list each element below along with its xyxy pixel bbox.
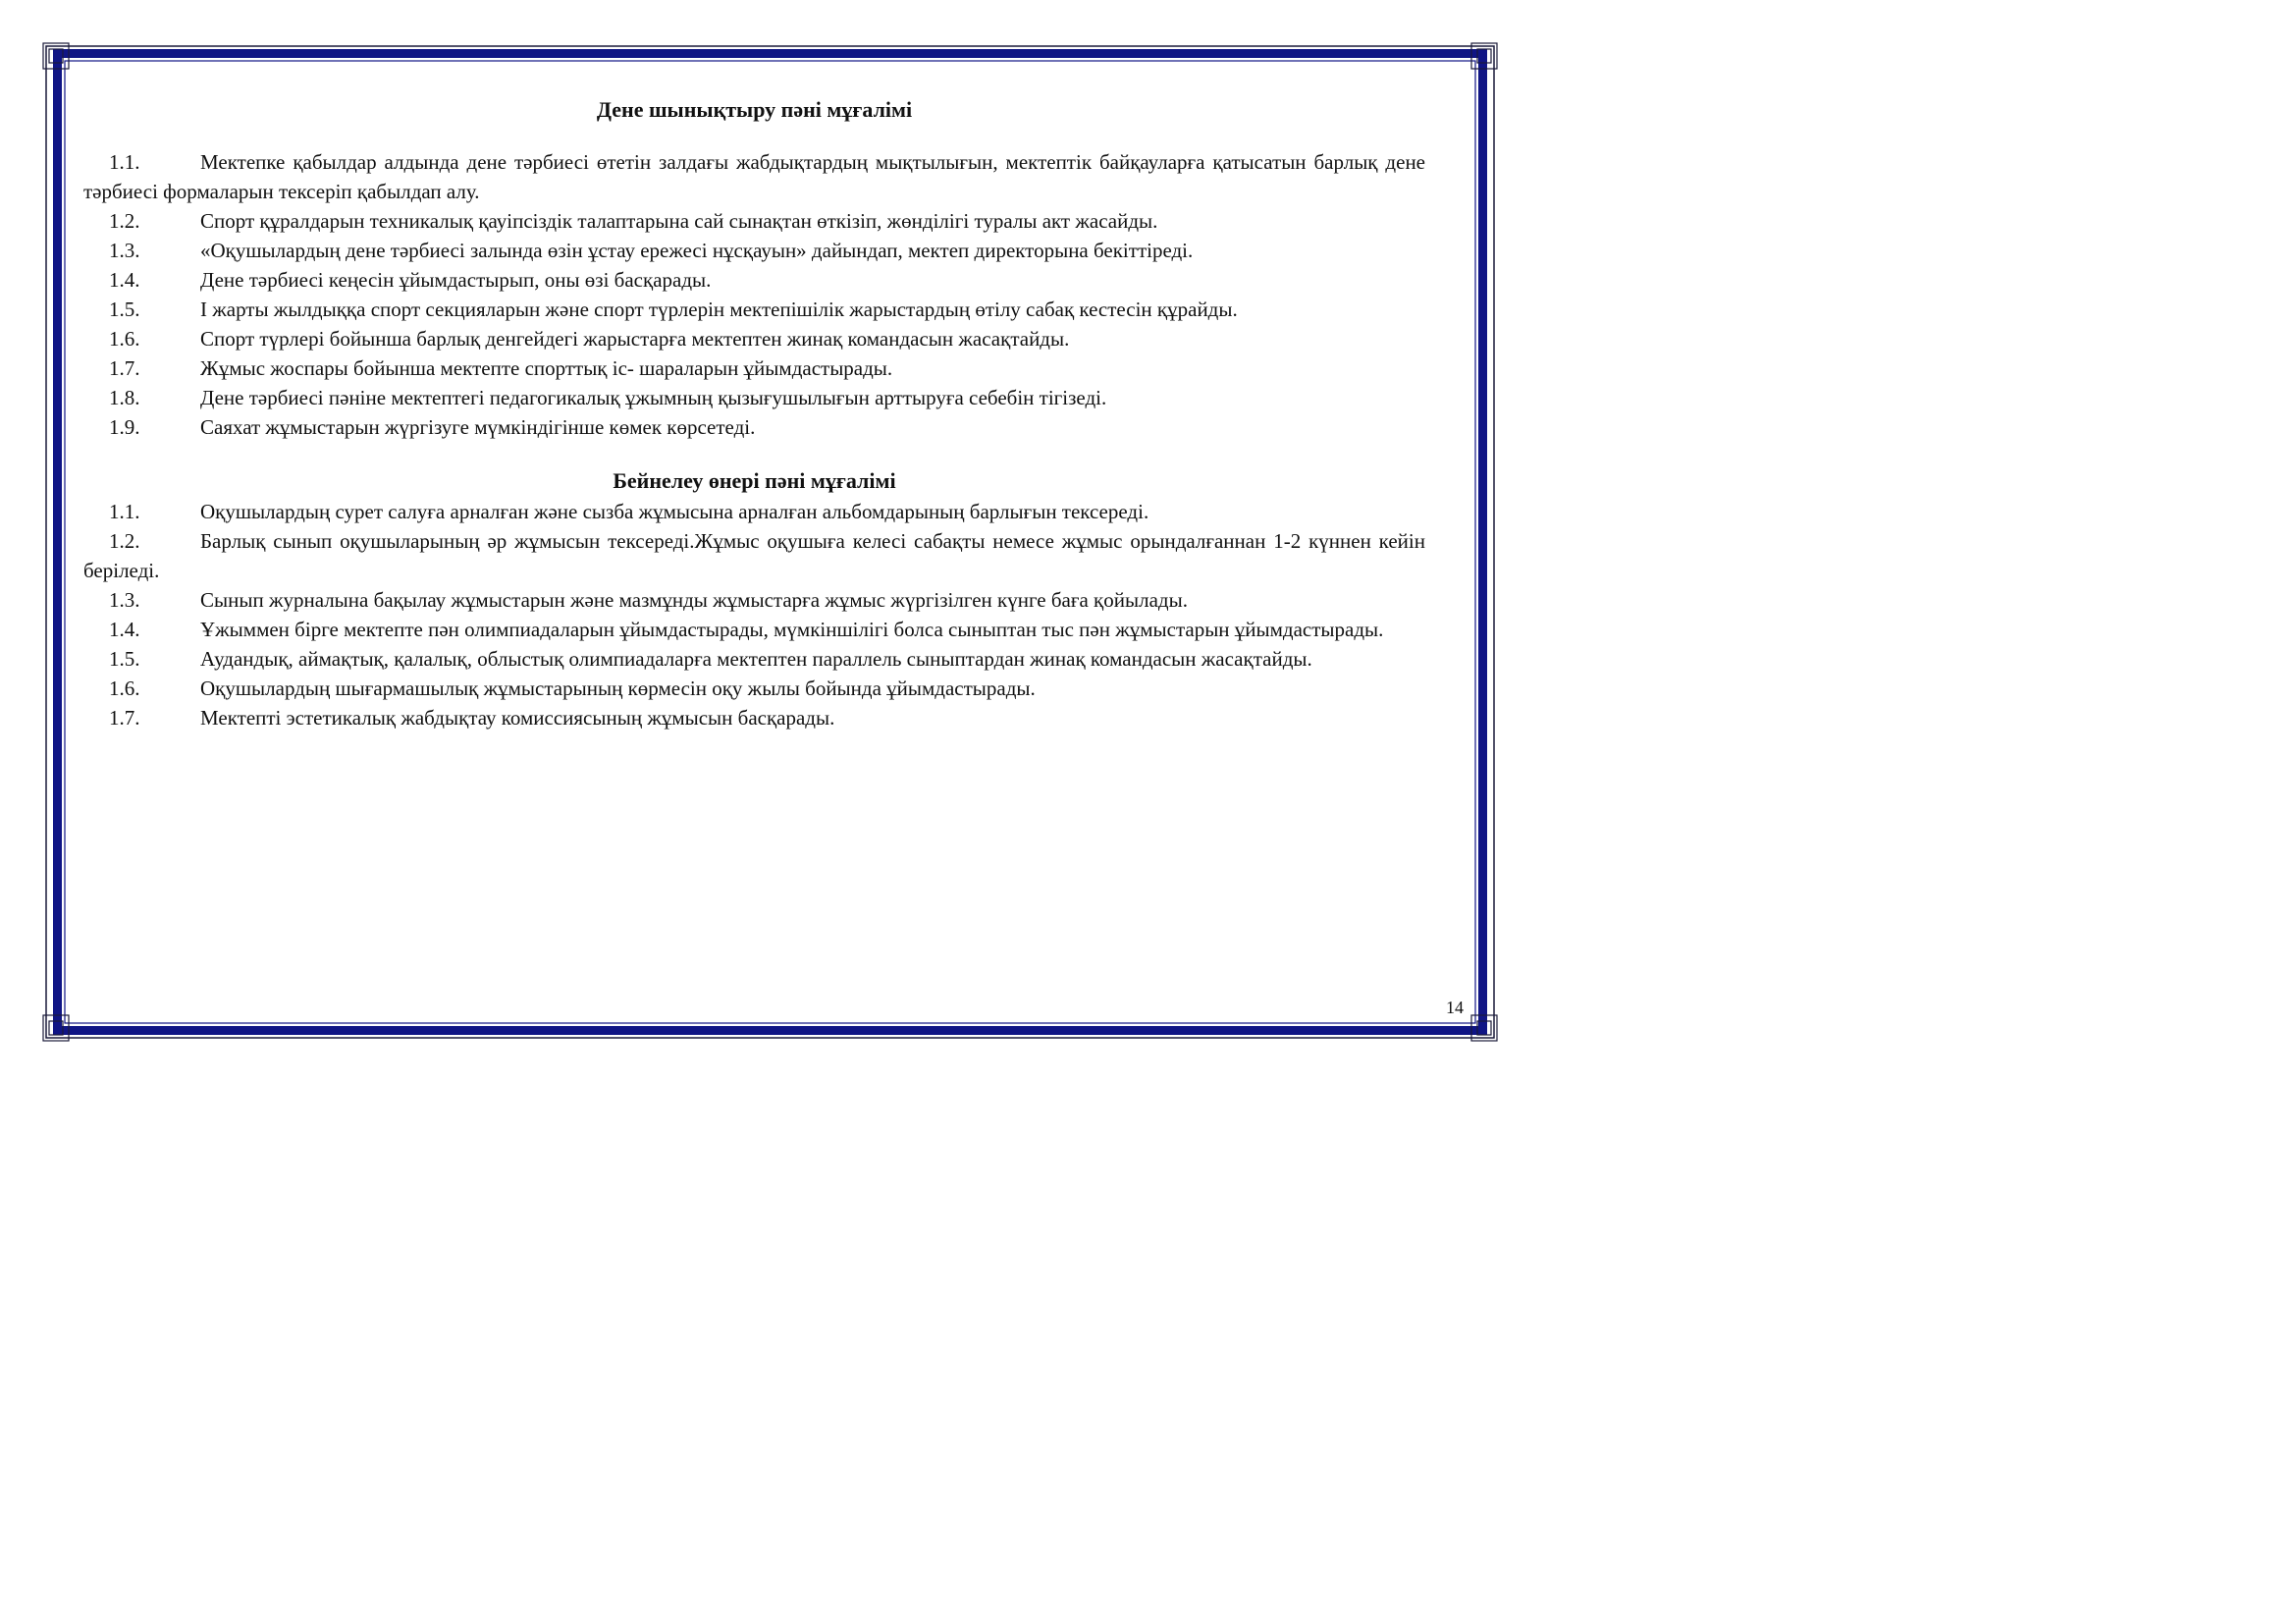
section-2-list bbox=[83, 497, 1425, 732]
list-item bbox=[83, 585, 1425, 615]
item-number: 1.4. bbox=[109, 618, 140, 641]
list-item bbox=[83, 147, 1425, 206]
item-number: 1.1. bbox=[109, 500, 140, 523]
list-item bbox=[83, 295, 1425, 324]
list-item bbox=[83, 236, 1425, 265]
item-text: Сынып журналына бақылау жұмыстарын және мазмұнды жұмыстарға жұмыс жүргізілген күнге баға қойылады. bbox=[200, 588, 1188, 612]
list-item bbox=[83, 265, 1425, 295]
item-number: 1.2. bbox=[109, 529, 140, 553]
item-number: 1.7. bbox=[109, 706, 140, 730]
item-number: 1.1. bbox=[109, 150, 140, 174]
item-text: Мектепке қабылдар алдында дене тәрбиесі өтетін залдағы жабдықтардың мықтылығын, мектептік байқауларға қатысатын барлық дене тәрбиесі формаларын тексеріп қабылдап алу. bbox=[83, 150, 1425, 203]
item-number: 1.4. bbox=[109, 268, 140, 292]
list-item bbox=[83, 703, 1425, 732]
item-text: Дене тәрбиесі кеңесін ұйымдастырып, оны өзі басқарады. bbox=[200, 268, 712, 292]
section-1-list bbox=[83, 147, 1425, 442]
list-item bbox=[83, 644, 1425, 674]
item-text: І жарты жылдыққа спорт секцияларын және спорт түрлерін мектепішілік жарыстардың өтілу сабақ кестесін құрайды. bbox=[200, 298, 1238, 321]
item-text: Саяхат жұмыстарын жүргізуге мүмкіндігінше көмек көрсетеді. bbox=[200, 415, 756, 439]
list-item bbox=[83, 674, 1425, 703]
list-item bbox=[83, 412, 1425, 442]
page-number: 14 bbox=[1446, 998, 1464, 1017]
item-text: Аудандық, аймақтық, қалалық, облыстық олимпиадаларға мектептен параллель сыныптардан жинақ командасын жасақтайды. bbox=[200, 647, 1312, 671]
item-text: Оқушылардың сурет салуға арналған және сызба жұмысына арналған альбомдарының барлығын тексереді. bbox=[200, 500, 1149, 523]
list-item bbox=[83, 497, 1425, 526]
list-item bbox=[83, 526, 1425, 585]
list-item bbox=[83, 615, 1425, 644]
item-text: Дене тәрбиесі пәніне мектептегі педагогикалық ұжымның қызығушылығын арттыруға себебін тігізеді. bbox=[200, 386, 1107, 409]
item-number: 1.3. bbox=[109, 239, 140, 262]
item-text: Спорт құралдарын техникалық қауіпсіздік талаптарына сай сынақтан өткізіп, жөнділігі туралы акт жасайды. bbox=[200, 209, 1158, 233]
item-number: 1.9. bbox=[109, 415, 140, 439]
section-title-physical-education: Дене шынықтыру пәні мұғалімі bbox=[596, 97, 913, 122]
item-number: 1.7. bbox=[109, 356, 140, 380]
list-item bbox=[83, 206, 1425, 236]
item-text: Мектепті эстетикалық жабдықтау комиссиясының жұмысын басқарады. bbox=[200, 706, 835, 730]
item-text: «Оқушылардың дене тәрбиесі залында өзін ұстау ережесі нұсқауын» дайындап, мектеп директорына бекіттіреді. bbox=[200, 239, 1194, 262]
item-text: Оқушылардың шығармашылық жұмыстарының көрмесін оқу жылы бойында ұйымдастырады. bbox=[200, 677, 1036, 700]
item-number: 1.8. bbox=[109, 386, 140, 409]
item-number: 1.5. bbox=[109, 298, 140, 321]
document-body bbox=[83, 94, 1425, 732]
item-text: Спорт түрлері бойынша барлық денгейдегі жарыстарға мектептен жинақ командасын жасақтайды. bbox=[200, 327, 1070, 351]
item-text: Ұжыммен бірге мектепте пән олимпиадаларын ұйымдастырады, мүмкіншілігі болса сыныптан тыс пән жұмыстарын ұйымдастырады. bbox=[200, 618, 1384, 641]
item-number: 1.5. bbox=[109, 647, 140, 671]
list-item bbox=[83, 383, 1425, 412]
section-title-fine-arts: Бейнелеу өнері пәні мұғалімі bbox=[613, 468, 896, 493]
item-text: Барлық сынып оқушыларының әр жұмысын тексереді.Жұмыс оқушыға келесі сабақты немесе жұмыс орындалғаннан 1-2 күннен кейін беріледі. bbox=[83, 529, 1425, 582]
item-number: 1.6. bbox=[109, 677, 140, 700]
item-number: 1.3. bbox=[109, 588, 140, 612]
list-item bbox=[83, 353, 1425, 383]
item-text: Жұмыс жоспары бойынша мектепте спорттық іс- шараларын ұйымдастырады. bbox=[200, 356, 893, 380]
item-number: 1.2. bbox=[109, 209, 140, 233]
item-number: 1.6. bbox=[109, 327, 140, 351]
list-item bbox=[83, 324, 1425, 353]
